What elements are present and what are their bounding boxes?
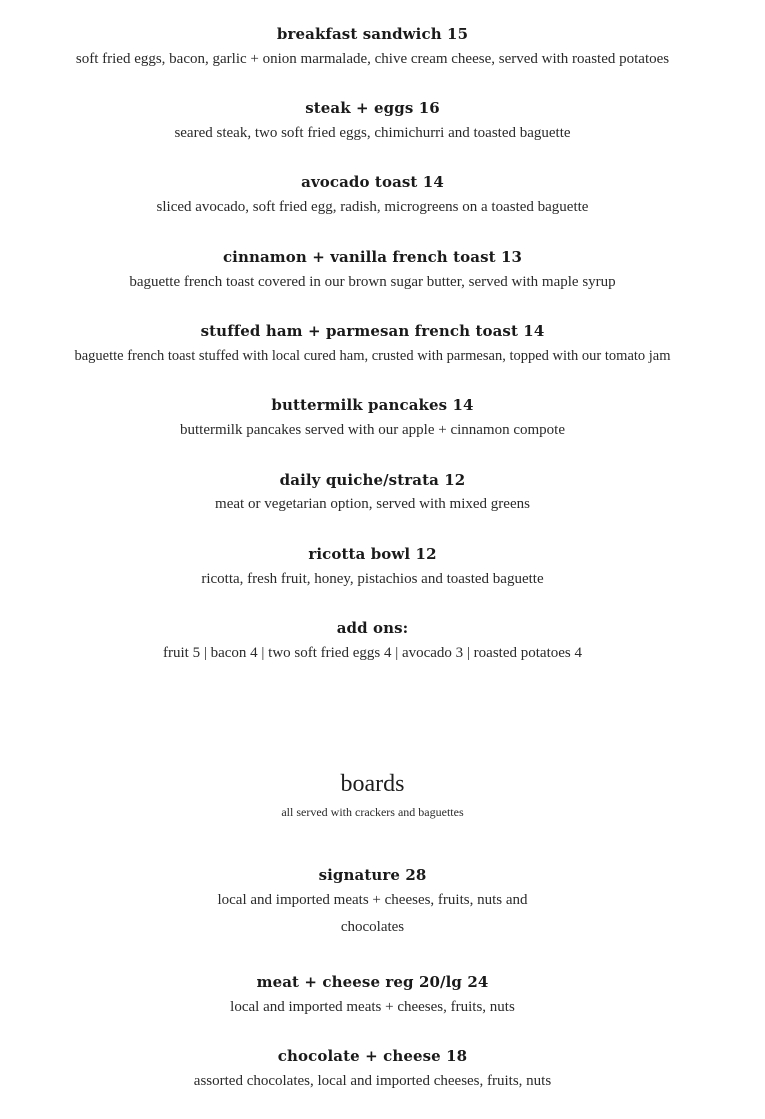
- menu-item-name: ricotta bowl 12: [308, 545, 437, 563]
- menu-item-name: steak + eggs 16: [305, 99, 440, 117]
- menu-item-description: sliced avocado, soft fried egg, radish, microgreens on a toasted baguette: [156, 199, 589, 215]
- section-title: boards: [340, 771, 405, 797]
- section-subtitle: all served with crackers and baguettes: [281, 805, 464, 819]
- menu-item-description: baguette french toast covered in our brown sugar butter, served with maple syrup: [129, 274, 616, 290]
- menu-item-description: seared steak, two soft fried eggs, chimichurri and toasted baguette: [174, 125, 571, 141]
- menu-item-name: daily quiche/strata 12: [279, 471, 466, 489]
- menu-item-description: baguette french toast stuffed with local cured ham, crusted with parmesan, topped with our tomato jam: [74, 348, 671, 364]
- menu-item-description: local and imported meats + cheeses, fruits, nuts and chocolates: [217, 892, 528, 935]
- menu-item-description: soft fried eggs, bacon, garlic + onion marmalade, chive cream cheese, served with roasted potatoes: [75, 51, 670, 67]
- menu-item-description: assorted chocolates, local and imported cheeses, fruits, nuts: [193, 1073, 552, 1089]
- menu-item-description: buttermilk pancakes served with our apple + cinnamon compote: [179, 422, 565, 438]
- menu-item-name: cinnamon + vanilla french toast 13: [222, 248, 523, 266]
- menu-item-description: local and imported meats + cheeses, fruits, nuts: [230, 999, 515, 1015]
- menu-item-name: breakfast sandwich 15: [276, 25, 469, 43]
- add-ons-heading: add ons:: [336, 619, 409, 637]
- menu-item-name: stuffed ham + parmesan french toast 14: [200, 322, 545, 340]
- add-ons-list: fruit 5 | bacon 4 | two soft fried eggs 4 | avocado 3 | roasted potatoes 4: [163, 645, 582, 661]
- menu-item-name: meat + cheese reg 20/lg 24: [256, 973, 489, 991]
- menu-item-name: signature 28: [318, 866, 427, 884]
- menu-item-name: chocolate + cheese 18: [277, 1047, 468, 1065]
- menu-item-name: buttermilk pancakes 14: [271, 396, 474, 414]
- menu-item-description: ricotta, fresh fruit, honey, pistachios and toasted baguette: [201, 571, 544, 587]
- menu-item-name: avocado toast 14: [301, 173, 444, 191]
- menu-item-description: meat or vegetarian option, served with mixed greens: [215, 496, 530, 512]
